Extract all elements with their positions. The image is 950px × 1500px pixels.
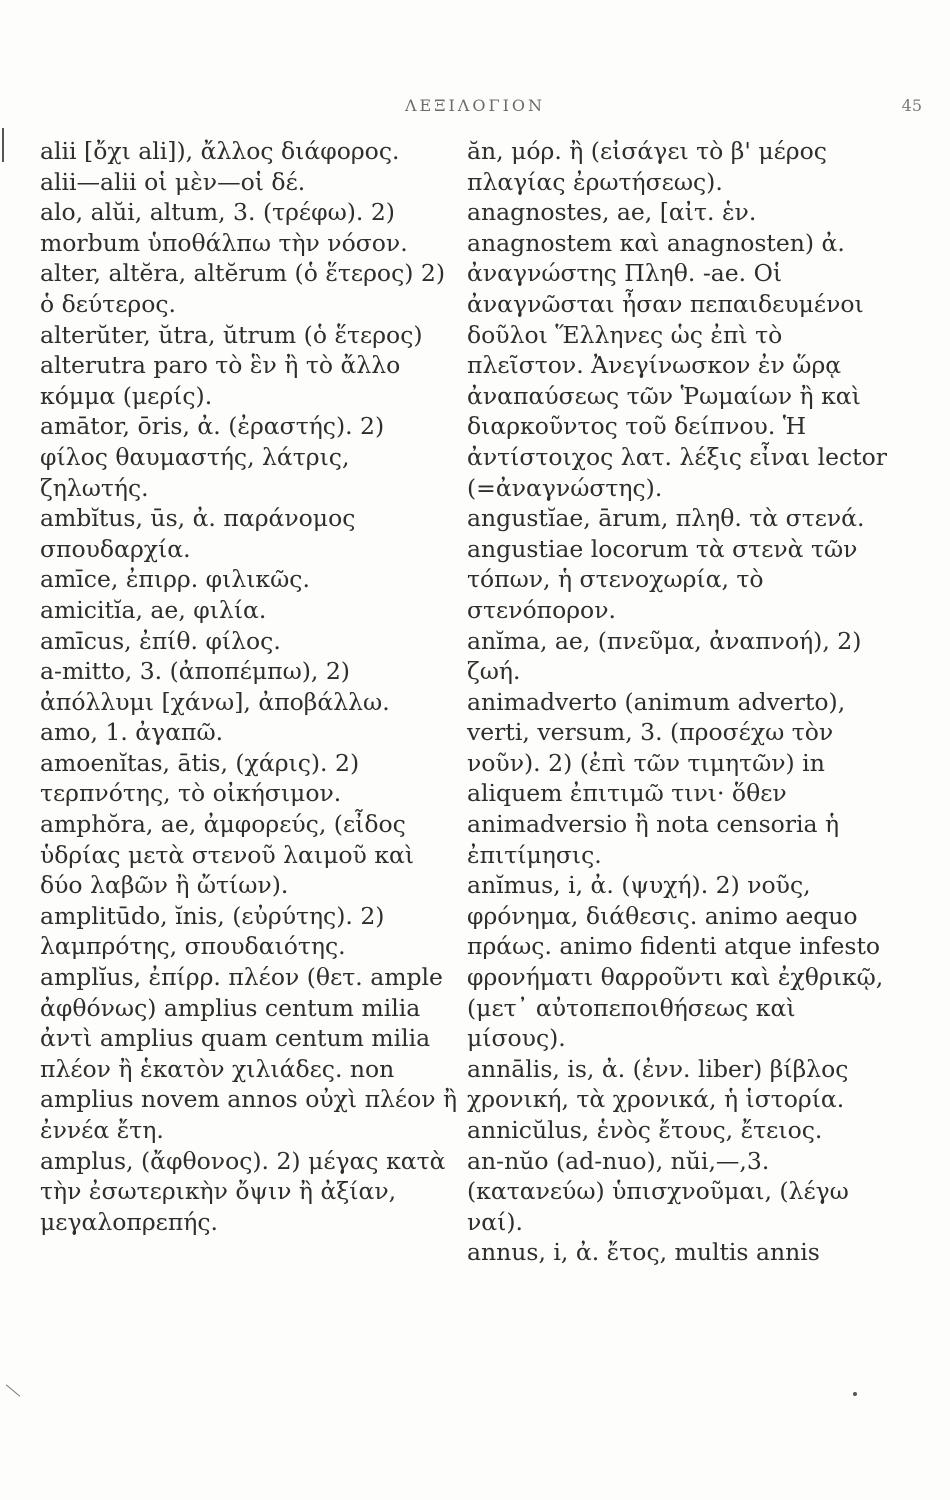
margin-mark [2,128,4,162]
page-number: 45 [901,96,922,115]
dictionary-entry: anĭma, ae, (πνεῦμα, ἀναπνοή), 2) ζωή. [467,626,862,686]
dictionary-entry: amīce, ἐπιρρ. φιλικῶς. [40,565,310,594]
dictionary-entry: anagnostes, ae, [αἰτ. ἑν. anagnostem καὶ anagnosten) ἀ. ἀναγνώστης Πληθ. -ae. Οἱ ἀναγνῶσται ἦσαν πεπαιδευμένοι δοῦλοι Ἕλληνες ὡς ἐπὶ τὸ πλεῖστον. Ἀνεγίνωσκον ἐν ὥρᾳ ἀναπαύσεως τῶν Ῥωμαίων ἢ καὶ διαρκοῦντος τοῦ δείπνου. Ἡ ἀντίστοιχος λατ. λέξις εἶναι lector (=ἀναγνώστης). [467,198,887,502]
stray-ink-mark [6,1384,20,1396]
dictionary-entry: a-mitto, 3. (ἀποπέμπω), 2) ἀπόλλυμι [χάνω], ἀποβάλλω. [40,657,390,716]
dictionary-entry: annālis, is, ἀ. (ἐνν. liber) βίβλος χρονική, τὰ χρονικά, ἡ ἱστορία. [467,1054,849,1114]
dictionary-entry: amphŏra, ae, ἀμφορεύς, (εἶδος ὑδρίας μετὰ στενοῦ λαιμοῦ καὶ δύο λαβῶν ἢ ὤτίων). [40,810,415,900]
stray-ink-dot [853,1392,857,1396]
dictionary-entry: amicitĭa, ae, φιλία. [40,595,267,624]
dictionary-entry: annicŭlus, ἑνὸς ἔτους, ἔτειος. [467,1116,823,1144]
dictionary-entry: alter, altĕra, altĕrum (ὁ ἕτερος) 2) ὁ δεύτερος. [40,259,445,318]
dictionary-entry: ambĭtus, ūs, ἀ. παράνομος σπουδαρχία. [40,504,356,563]
page-header [0,96,950,126]
running-head: ΛΕΞΙΛΟΓΙΟΝ [404,96,546,115]
dictionary-entry: amātor, ōris, ἀ. (ἐραστής). 2) φίλος θαυμαστής, λάτρις, ζηλωτής. [40,412,385,502]
dictionary-entry: annus, i, ἀ. ἔτος, multis annis [467,1238,820,1267]
left-column [40,136,458,1237]
dictionary-entry: angustĭae, ārum, πληθ. τὰ στενά. angustiae locorum τὰ στενὰ τῶν τόπων, ἡ στενοχωρία, τὸ στενόπορον. [467,504,865,624]
dictionary-entry: alo, alŭi, altum, 3. (τρέφω). 2) morbum ὑποθάλπω τὴν νόσον. [40,198,408,257]
dictionary-entry: an-nŭo (ad-nuo), nŭi,—,3. (κατανεύω) ὑπισχνοῦμαι, (λέγω ναί). [467,1146,849,1236]
dictionary-entry: amplĭus, ἐπίρρ. πλέον (θετ. ample ἀφθόνως) amplius centum milia ἀντὶ amplius quam centum milia πλέον ἢ ἑκατὸν χιλιάδες. non amplius novem annos οὐχὶ πλέον ἢ ἐννέα ἔτη. [40,963,458,1144]
dictionary-entry: amoenĭtas, ātis, (χάρις). 2) τερπνότης, τὸ οἰκήσιμον. [40,748,360,808]
dictionary-entry: anĭmus, i, ἀ. (ψυχή). 2) νοῦς, φρόνημα, διάθεσις. animo aequo πράως. animo fidenti atque infesto φρονήματι θαρροῦντι καὶ ἐχθρικῷ, (μετ᾽ αὐτοπεποιθήσεως καὶ μίσους). [467,871,884,1053]
dictionary-entry: amplitūdo, ĭnis, (εὐρύτης). 2) λαμπρότης, σπουδαιότης. [40,901,385,961]
dictionary-entry: animadverto (animum adverto), verti, versum, 3. (προσέχω τὸν νοῦν). 2) (ἐπὶ τῶν τιμητῶν) in aliquem ἐπιτιμῶ τινι· ὅθεν animadversio ἢ nota censoria ἡ ἐπιτίμησις. [467,687,846,869]
dictionary-entry: amplus, (ἄφθονος). 2) μέγας κατὰ τὴν ἐσωτερικὴν ὄψιν ἢ ἀξίαν, μεγαλοπρεπής. [40,1146,446,1236]
dictionary-entry: amo, 1. ἀγαπῶ. [40,718,224,747]
dictionary-entry: alii [ὄχι ali]), ἄλλος διάφορος. [40,137,400,165]
dictionary-entry: ăn, μόρ. ἢ (εἰσάγει τὸ β' μέρος πλαγίας ἐρωτήσεως). [467,137,827,196]
dictionary-entry: alterŭter, ŭtra, ŭtrum (ὁ ἕτερος) alterutra paro τὸ ἓν ἢ τὸ ἄλλο κόμμα (μερίς). [40,320,423,410]
right-column [467,136,892,1268]
dictionary-entry: amīcus, ἐπίθ. φίλος. [40,626,281,655]
dictionary-entry: alii—alii οἱ μὲν—οἱ δέ. [40,167,306,196]
